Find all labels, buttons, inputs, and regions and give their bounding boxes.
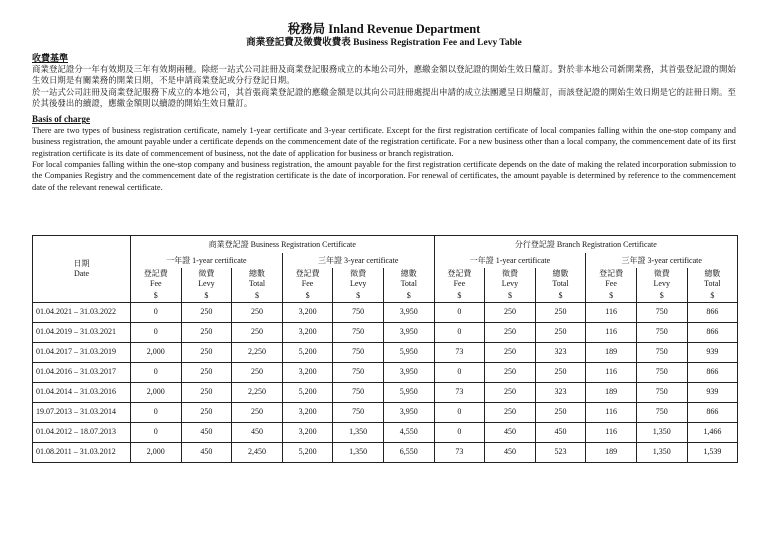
currency-unit: $ <box>687 290 738 302</box>
basis-paragraph-en-2: For local companies falling within the one-stop company and business registration, the amount payable for the first registration certificate depends on the date of making the related incorporation submission to the Companies Registry and the commencement date of the registration certificate is the date of incorporation. For renewal of certificates, the amount payable is determined by reference to the commencement date of the relevant renewal certificate. <box>32 160 736 192</box>
amount-cell: 0 <box>131 322 182 342</box>
amount-cell: 5,950 <box>383 382 434 402</box>
amount-cell: 866 <box>687 402 738 422</box>
amount-cell: 5,200 <box>282 382 333 402</box>
currency-unit: $ <box>535 290 586 302</box>
column-header-en: Total <box>704 279 721 288</box>
currency-unit: $ <box>232 290 283 302</box>
column-header-zh: 登記費 <box>143 269 168 278</box>
currency-unit: $ <box>282 290 333 302</box>
branch-1yr-header: 一年證 1-year certificate <box>434 253 586 268</box>
date-range-cell: 01.04.2012 – 18.07.2013 <box>33 422 131 442</box>
amount-cell: 5,950 <box>383 342 434 362</box>
branch-1yr-levy-header <box>485 268 536 290</box>
amount-cell: 3,950 <box>383 322 434 342</box>
currency-unit: $ <box>586 290 637 302</box>
column-header-en: Total <box>552 279 569 288</box>
table-row <box>33 382 738 402</box>
amount-cell: 0 <box>434 422 485 442</box>
amount-cell: 450 <box>181 422 232 442</box>
amount-cell: 523 <box>535 442 586 462</box>
amount-cell: 250 <box>181 402 232 422</box>
date-range-cell: 19.07.2013 – 31.03.2014 <box>33 402 131 422</box>
currency-unit: $ <box>636 290 687 302</box>
basis-paragraph-en-1: There are two types of business registration certificate, namely 1-year certificate and 3-year certificate. Except for the first registration certificate of local companies falling within the one-stop company and business registration, the amount payable under a certificate depends on the commencement date of the registration certificate. For a new business other than a local company, the commencement date of its first registration certificate is its date of commencement of business, not the date of application for business or branch registration. <box>32 126 736 158</box>
date-range-cell: 01.04.2016 – 31.03.2017 <box>33 362 131 382</box>
currency-unit: $ <box>485 290 536 302</box>
amount-cell: 1,350 <box>636 442 687 462</box>
page-title: 稅務局 Inland Revenue Department <box>287 22 481 36</box>
column-header-zh: 總數 <box>400 269 417 278</box>
amount-cell: 189 <box>586 442 637 462</box>
amount-cell: 250 <box>535 362 586 382</box>
amount-cell: 0 <box>434 302 485 322</box>
column-header-en: Total <box>400 279 417 288</box>
column-header-zh: 徵費 <box>653 269 670 278</box>
date-range-cell: 01.04.2017 – 31.03.2019 <box>33 342 131 362</box>
amount-cell: 189 <box>586 382 637 402</box>
business-3yr-levy-header <box>333 268 384 290</box>
table-row <box>33 422 738 442</box>
column-header-en: Levy <box>653 279 670 288</box>
amount-cell: 1,350 <box>333 422 384 442</box>
date-column-header <box>33 236 131 303</box>
amount-cell: 0 <box>434 402 485 422</box>
amount-cell: 0 <box>131 362 182 382</box>
amount-cell: 1,350 <box>333 442 384 462</box>
amount-cell: 2,450 <box>232 442 283 462</box>
amount-cell: 250 <box>181 382 232 402</box>
column-header-zh: 徵費 <box>350 269 367 278</box>
amount-cell: 750 <box>636 322 687 342</box>
business-1yr-levy-header <box>181 268 232 290</box>
column-header-en: Fee <box>301 279 314 288</box>
amount-cell: 250 <box>232 322 283 342</box>
basis-paragraph-zh-2: 於一站式公司註冊及商業登記服務下成立的本地公司，其首張商業登記證的應繳金額是以其向公司註冊處提出申請的成立法團遞呈日期釐訂，而該登記證的開始生效日期是它的註冊日期。至於其後發出的續證，應繳金額則以續證的開始生效日釐訂。 <box>32 87 736 108</box>
date-header-en: Date <box>73 268 90 278</box>
amount-cell: 3,950 <box>383 362 434 382</box>
column-header-en: Levy <box>349 279 367 288</box>
amount-cell: 5,200 <box>282 342 333 362</box>
column-header-zh: 登記費 <box>295 269 320 278</box>
amount-cell: 939 <box>687 382 738 402</box>
column-header-en: Levy <box>198 279 215 288</box>
amount-cell: 3,950 <box>383 402 434 422</box>
currency-unit: $ <box>383 290 434 302</box>
amount-cell: 866 <box>687 302 738 322</box>
business-3yr-fee-header <box>282 268 333 290</box>
amount-cell: 3,200 <box>282 402 333 422</box>
amount-cell: 73 <box>434 342 485 362</box>
column-header-zh: 徵費 <box>501 269 518 278</box>
currency-unit: $ <box>131 290 182 302</box>
amount-cell: 116 <box>586 422 637 442</box>
amount-cell: 750 <box>333 302 384 322</box>
amount-cell: 73 <box>434 382 485 402</box>
amount-cell: 2,250 <box>232 342 283 362</box>
currency-unit: $ <box>434 290 485 302</box>
amount-cell: 250 <box>232 362 283 382</box>
amount-cell: 939 <box>687 342 738 362</box>
column-header-en: Fee <box>150 279 162 288</box>
amount-cell: 323 <box>535 382 586 402</box>
amount-cell: 250 <box>485 302 536 322</box>
amount-cell: 2,000 <box>131 442 182 462</box>
amount-cell: 250 <box>535 402 586 422</box>
amount-cell: 450 <box>232 422 283 442</box>
amount-cell: 750 <box>333 402 384 422</box>
date-range-cell: 01.04.2014 – 31.03.2016 <box>33 382 131 402</box>
amount-cell: 3,950 <box>383 302 434 322</box>
page-subtitle: 商業登記費及徵費收費表 Business Registration Fee and Levy Table <box>246 38 522 48</box>
amount-cell: 73 <box>434 442 485 462</box>
business-1yr-fee-header <box>131 268 182 290</box>
business-1yr-total-header <box>232 268 283 290</box>
amount-cell: 450 <box>485 442 536 462</box>
branch-3yr-levy-header <box>636 268 687 290</box>
business-3yr-header: 三年證 3-year certificate <box>282 253 434 268</box>
amount-cell: 250 <box>485 342 536 362</box>
business-1yr-header: 一年證 1-year certificate <box>131 253 283 268</box>
column-header-en: Fee <box>605 279 617 288</box>
amount-cell: 2,250 <box>232 382 283 402</box>
amount-cell: 866 <box>687 362 738 382</box>
amount-cell: 750 <box>636 302 687 322</box>
amount-cell: 750 <box>333 362 384 382</box>
fee-levy-table <box>32 235 738 463</box>
amount-cell: 3,200 <box>282 422 333 442</box>
currency-unit: $ <box>181 290 232 302</box>
amount-cell: 750 <box>636 402 687 422</box>
column-header-zh: 總數 <box>552 269 569 278</box>
amount-cell: 323 <box>535 342 586 362</box>
amount-cell: 750 <box>333 322 384 342</box>
basis-heading-en: Basis of charge <box>32 114 90 125</box>
table-row <box>33 342 738 362</box>
branch-1yr-total-header <box>535 268 586 290</box>
amount-cell: 750 <box>333 342 384 362</box>
amount-cell: 450 <box>181 442 232 462</box>
amount-cell: 116 <box>586 322 637 342</box>
amount-cell: 116 <box>586 402 637 422</box>
amount-cell: 450 <box>535 422 586 442</box>
amount-cell: 4,550 <box>383 422 434 442</box>
column-header-zh: 總數 <box>704 269 721 278</box>
amount-cell: 250 <box>181 362 232 382</box>
branch-3yr-header: 三年證 3-year certificate <box>586 253 738 268</box>
amount-cell: 250 <box>535 302 586 322</box>
branch-certificate-group-header: 分行登記證 Branch Registration Certificate <box>434 236 738 254</box>
business-certificate-group-header: 商業登記證 Business Registration Certificate <box>131 236 435 254</box>
date-range-cell: 01.04.2019 – 31.03.2021 <box>33 322 131 342</box>
column-header-en: Levy <box>501 279 519 288</box>
amount-cell: 250 <box>485 322 536 342</box>
amount-cell: 450 <box>485 422 536 442</box>
amount-cell: 0 <box>434 362 485 382</box>
amount-cell: 0 <box>131 422 182 442</box>
amount-cell: 1,466 <box>687 422 738 442</box>
currency-unit: $ <box>333 290 384 302</box>
amount-cell: 3,200 <box>282 322 333 342</box>
basis-heading-zh: 收費基準 <box>32 53 69 63</box>
amount-cell: 3,200 <box>282 362 333 382</box>
column-header-zh: 徵費 <box>198 269 215 278</box>
amount-cell: 250 <box>485 362 536 382</box>
amount-cell: 250 <box>485 382 536 402</box>
amount-cell: 866 <box>687 322 738 342</box>
date-range-cell: 01.08.2011 – 31.03.2012 <box>33 442 131 462</box>
table-row <box>33 322 738 342</box>
column-header-zh: 登記費 <box>447 269 472 278</box>
amount-cell: 0 <box>434 322 485 342</box>
table-row <box>33 302 738 322</box>
amount-cell: 250 <box>181 302 232 322</box>
amount-cell: 116 <box>586 362 637 382</box>
branch-3yr-fee-header <box>586 268 637 290</box>
amount-cell: 5,200 <box>282 442 333 462</box>
table-row <box>33 402 738 422</box>
date-header-zh: 日期 <box>73 258 90 268</box>
amount-cell: 750 <box>333 382 384 402</box>
amount-cell: 2,000 <box>131 382 182 402</box>
amount-cell: 6,550 <box>383 442 434 462</box>
amount-cell: 0 <box>131 302 182 322</box>
amount-cell: 750 <box>636 362 687 382</box>
amount-cell: 250 <box>232 302 283 322</box>
amount-cell: 250 <box>535 322 586 342</box>
amount-cell: 750 <box>636 382 687 402</box>
amount-cell: 2,000 <box>131 342 182 362</box>
amount-cell: 250 <box>485 402 536 422</box>
amount-cell: 189 <box>586 342 637 362</box>
table-row <box>33 442 738 462</box>
amount-cell: 3,200 <box>282 302 333 322</box>
branch-3yr-total-header <box>687 268 738 290</box>
column-header-zh: 登記費 <box>599 269 624 278</box>
amount-cell: 750 <box>636 342 687 362</box>
table-row <box>33 362 738 382</box>
amount-cell: 250 <box>181 322 232 342</box>
column-header-en: Total <box>248 279 266 288</box>
amount-cell: 1,539 <box>687 442 738 462</box>
business-3yr-total-header <box>383 268 434 290</box>
basis-paragraph-zh-1: 商業登記證分一年有效期及三年有效期兩種。除經一站式公司註冊及商業登記服務成立的本地公司外，應繳金額以登記證的開始生效日釐訂。對於非本地公司新開業務，其首張登記證的開始生效日期是有關業務的開業日期，不是申請商業登記或分行登記日期。 <box>32 65 736 86</box>
branch-1yr-fee-header <box>434 268 485 290</box>
date-range-cell: 01.04.2021 – 31.03.2022 <box>33 302 131 322</box>
column-header-zh: 總數 <box>248 269 265 278</box>
amount-cell: 250 <box>232 402 283 422</box>
amount-cell: 250 <box>181 342 232 362</box>
column-header-en: Fee <box>453 279 466 288</box>
amount-cell: 0 <box>131 402 182 422</box>
amount-cell: 116 <box>586 302 637 322</box>
amount-cell: 1,350 <box>636 422 687 442</box>
